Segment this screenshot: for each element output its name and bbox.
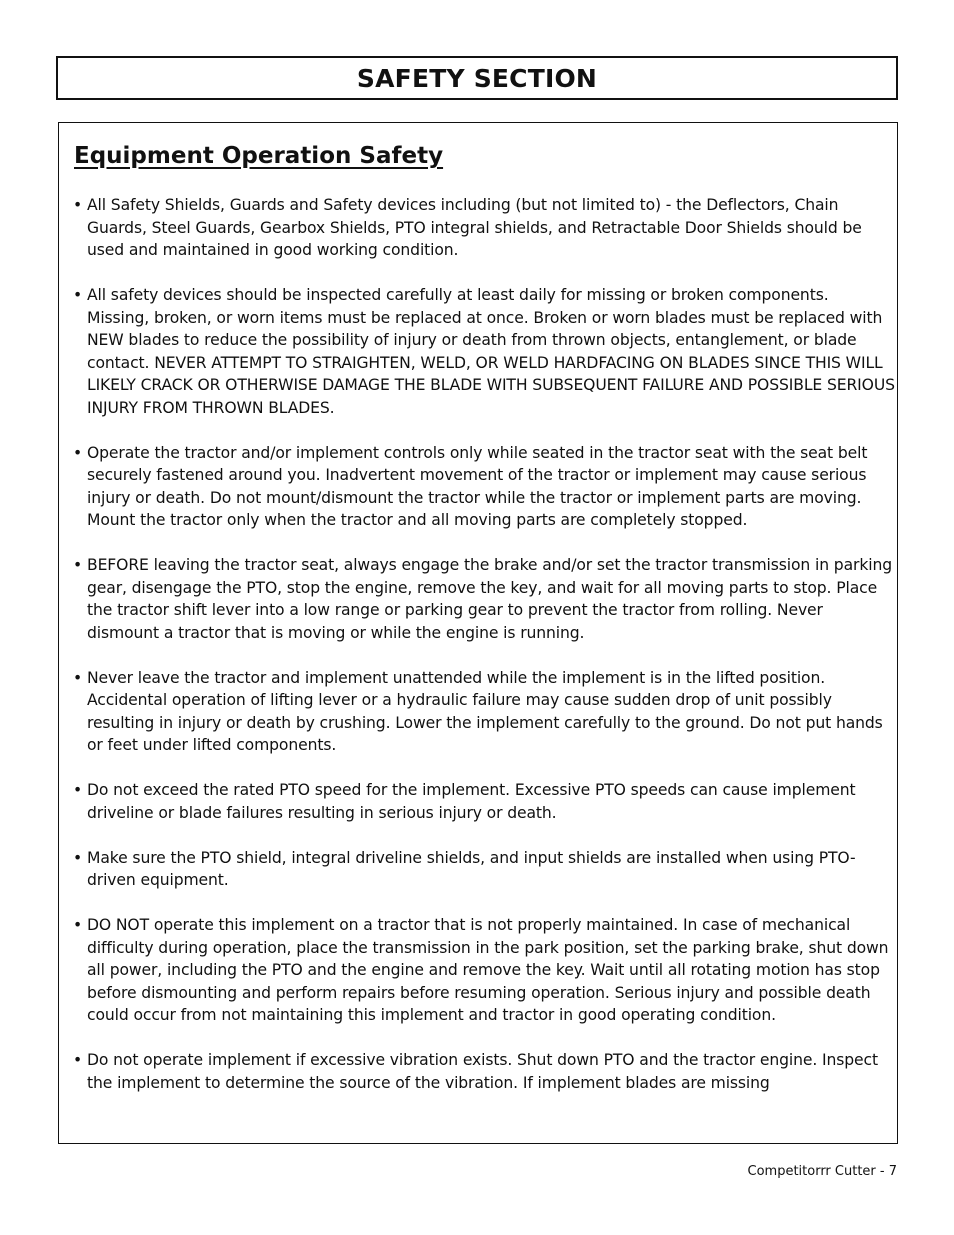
bullet-icon: •: [73, 916, 83, 934]
list-item-text: BEFORE leaving the tractor seat, always engage the brake and/or set the tractor transmission in parking gear, disengage the PTO, stop the engine, remove the key, and wait for all moving parts to stop. Place the tractor shift lever into a low range or parking gear to prevent the tractor from rolling. Never dismount a tractor that is moving or while the engine is running.: [87, 556, 892, 642]
content-box: [58, 122, 898, 1144]
list-item: [73, 1049, 895, 1094]
safety-bullet-list: [73, 194, 895, 1117]
list-item: [73, 284, 895, 419]
list-item: [73, 779, 895, 824]
bullet-icon: •: [73, 196, 83, 214]
content-heading: Equipment Operation Safety: [74, 143, 444, 169]
bullet-icon: •: [73, 668, 83, 687]
list-item-text: Make sure the PTO shield, integral driveline shields, and input shields are installed when using PTO-driven equipment.: [87, 848, 856, 889]
list-item: [73, 442, 895, 532]
bullet-icon: •: [73, 286, 83, 304]
list-item: [73, 554, 895, 644]
section-header-box: [56, 56, 898, 100]
list-item-text: All safety devices should be inspected carefully at least daily for missing or broken components. Missing, broken, or worn items must be replaced at once. Broken or worn blades must be replaced with NEW blades to reduce the possibility of injury or death from thrown objects, entanglement, or blade contact. NEVER ATTEMPT TO STRAIGHTEN, WELD, OR WELD HARDFACING ON BLADES SINCE THIS WILL LIKELY CRACK OR OTHERWISE DAMAGE THE BLADE WITH SUBSEQUENT FAILURE AND POSSIBLE SERIOUS INJURY FROM THROWN BLADES.: [87, 286, 895, 417]
bullet-icon: •: [73, 443, 83, 462]
bullet-icon: •: [73, 1051, 83, 1069]
list-item-text: Do not operate implement if excessive vibration exists. Shut down PTO and the tractor engine. Inspect the implement to determine the source of the vibration. If implement blades are missing: [87, 1051, 878, 1092]
page-footer: Competitorrr Cutter - 7: [747, 1164, 897, 1179]
list-item-text: DO NOT operate this implement on a tractor that is not properly maintained. In case of mechanical difficulty during operation, place the transmission in the park position, set the parking brake, shut down all power, including the PTO and the engine and remove the key. Wait until all rotating motion has stop before dismounting and perform repairs before resuming operation. Serious injury and possible death could occur from not maintaining this implement and tractor in good operating condition.: [87, 916, 889, 1024]
list-item: [73, 847, 895, 892]
list-item-text: Never leave the tractor and implement unattended while the implement is in the lifted position. Accidental operation of lifting lever or a hydraulic failure may cause sudden drop of unit possibly resulting in injury or death by crushing. Lower the implement carefully to the ground. Do not put hands or feet under lifted components.: [87, 668, 883, 754]
section-title: SAFETY SECTION: [356, 63, 598, 93]
bullet-icon: •: [73, 781, 83, 799]
list-item: [73, 194, 895, 262]
bullet-icon: •: [73, 848, 83, 867]
list-item-text: Operate the tractor and/or implement controls only while seated in the tractor seat with the seat belt securely fastened around you. Inadvertent movement of the tractor or implement may cause serious injury or death. Do not mount/dismount the tractor while the tractor or implement parts are moving. Mount the tractor only when the tractor and all moving parts are completely stopped.: [87, 443, 868, 529]
list-item: [73, 914, 895, 1027]
list-item-text: Do not exceed the rated PTO speed for the implement. Excessive PTO speeds can cause implement driveline or blade failures resulting in serious injury or death.: [87, 781, 856, 822]
list-item-text: All Safety Shields, Guards and Safety devices including (but not limited to) - the Deflectors, Chain Guards, Steel Guards, Gearbox Shields, PTO integral shields, and Retractable Door Shields should be used and maintained in good working condition.: [87, 196, 862, 259]
list-item: [73, 667, 895, 757]
bullet-icon: •: [73, 556, 83, 574]
